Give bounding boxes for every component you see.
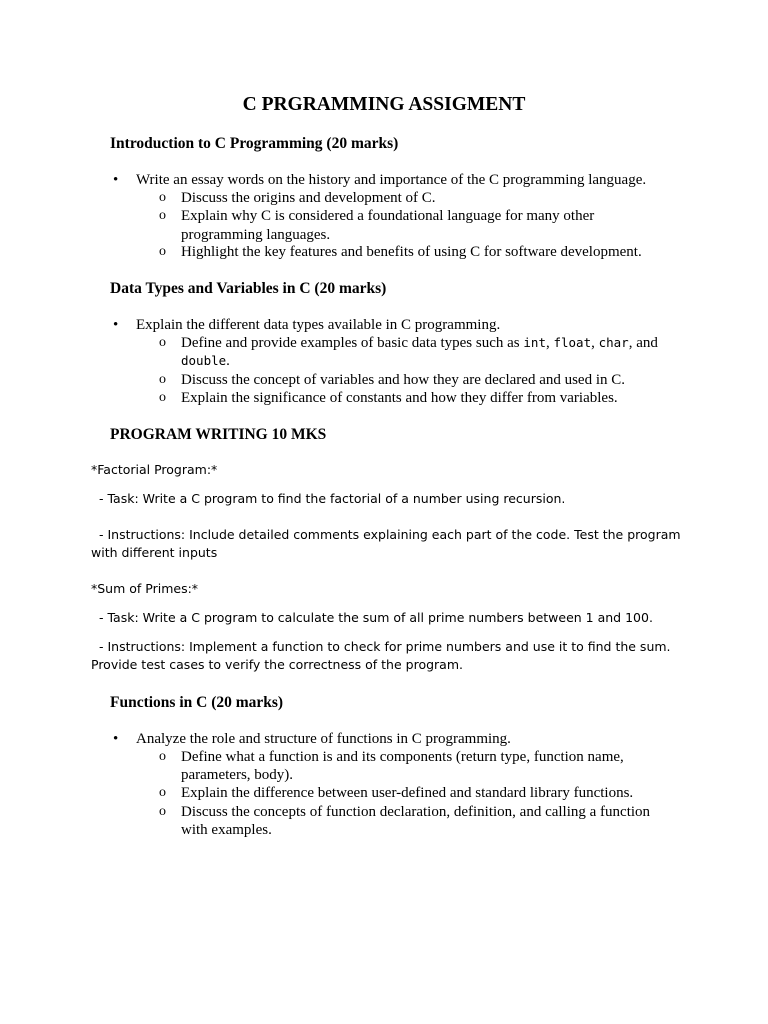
section-heading-intro: Introduction to C Programming (20 marks) [110, 135, 399, 152]
sub-bullet-item-continued: parameters, body). [181, 767, 294, 783]
sub-bullet-marker: o [159, 335, 166, 350]
bullet-item: Analyze the role and structure of functions in C programming. [136, 731, 511, 747]
sub-bullet-marker: o [159, 372, 166, 387]
code-double: double [181, 353, 227, 368]
bullet-item: Explain the different data types available in C programming. [136, 317, 501, 333]
factorial-task: - Task: Write a C program to find the factorial of a number using recursion. [99, 491, 566, 506]
sub-bullet-marker: o [159, 785, 166, 800]
separator: , [545, 335, 554, 351]
sub-bullet-marker: o [159, 749, 166, 764]
sub-bullet-item: Explain the significance of constants and how they differ from variables. [181, 390, 618, 406]
section-heading-data-types: Data Types and Variables in C (20 marks) [110, 280, 387, 297]
sub-bullet-item-continued: programming languages. [181, 227, 331, 243]
code-float: float [553, 335, 592, 350]
section-heading-functions: Functions in C (20 marks) [110, 694, 284, 711]
primes-label: *Sum of Primes:* [91, 581, 199, 596]
primes-instructions: - Instructions: Implement a function to check for prime numbers and use it to find the sum. Provide test cases to verify the correctness of the program. [91, 639, 671, 672]
sub-bullet-marker: o [159, 804, 166, 819]
document-title: C PRGRAMMING ASSIGMENT [242, 94, 526, 115]
sub-bullet-item: Discuss the concept of variables and how they are declared and used in C. [181, 372, 626, 388]
sub-bullet-item: Explain why C is considered a foundational language for many other [181, 208, 595, 224]
sub-bullet-item: Discuss the origins and development of C. [181, 190, 436, 206]
bullet-marker: • [113, 172, 119, 188]
sub-bullet-marker: o [159, 208, 166, 223]
bullet-marker: • [113, 317, 119, 333]
sub-bullet-item-continued [181, 352, 230, 370]
period: . [226, 353, 230, 369]
bullet-item: Write an essay words on the history and importance of the C programming language. [136, 172, 647, 188]
sub-bullet-marker: o [159, 244, 166, 259]
code-int: int [523, 335, 546, 350]
code-char: char [598, 335, 629, 350]
sub-bullet-marker: o [159, 190, 166, 205]
sub-bullet-item: Discuss the concepts of function declaration, definition, and calling a function [181, 804, 651, 820]
sub-bullet-text: Define and provide examples of basic data types such as [181, 335, 524, 351]
separator: , [591, 335, 599, 351]
sub-bullet-item: Explain the difference between user-defined and standard library functions. [181, 785, 634, 801]
sub-bullet-marker: o [159, 390, 166, 405]
section-heading-program-writing: PROGRAM WRITING 10 MKS [110, 426, 327, 443]
factorial-instructions: - Instructions: Include detailed comments explaining each part of the code. Test the program with different inputs [91, 527, 681, 560]
primes-task: - Task: Write a C program to calculate the sum of all prime numbers between 1 and 100. [99, 610, 653, 625]
sub-bullet-item-continued: with examples. [181, 822, 272, 838]
sub-bullet-item: Define what a function is and its components (return type, function name, [181, 749, 624, 765]
sub-bullet-item: Highlight the key features and benefits of using C for software development. [181, 244, 642, 260]
separator: , and [628, 335, 658, 351]
sub-bullet-item-data-types [181, 334, 658, 352]
factorial-label: *Factorial Program:* [91, 462, 218, 477]
bullet-marker: • [113, 731, 119, 747]
